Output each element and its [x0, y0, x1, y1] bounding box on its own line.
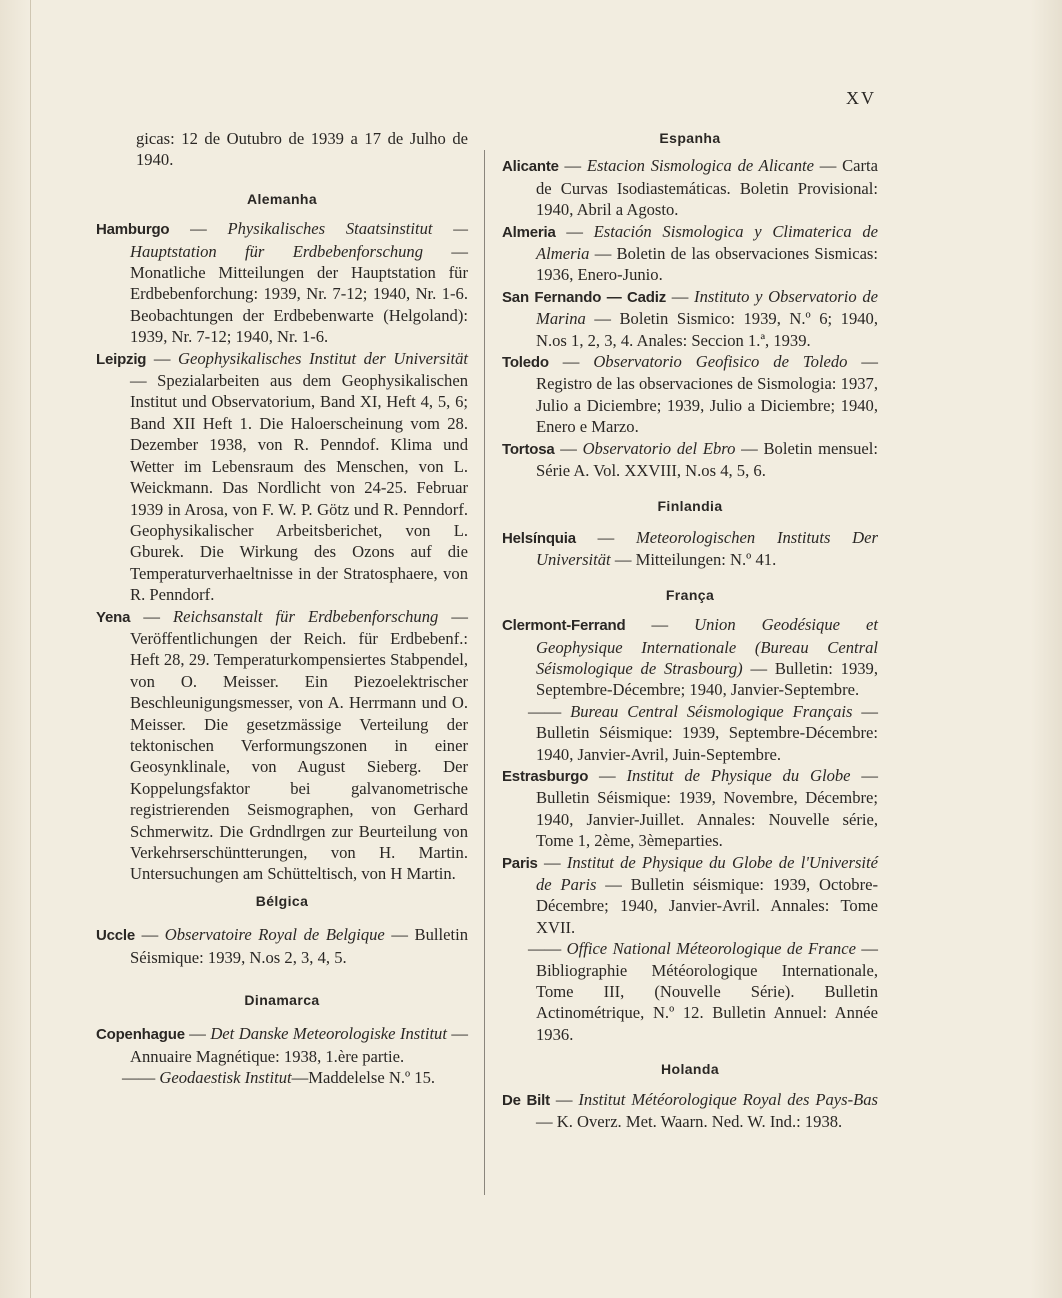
heading-espanha: Espanha	[659, 130, 721, 146]
entry-lead: Paris	[502, 854, 538, 872]
entry-san-fernando	[502, 286, 878, 351]
entry-text: — Bulletin Séismique: 1939, Novembre, Décembre; 1940, Janvier-Juillet. Annales: Nouvelle série, Tome 1, 2ème, 3èmeparties.	[536, 765, 878, 851]
entry-sep: —	[146, 348, 178, 368]
entry-institution: Union Geodésique et Geophysique Internationale (Bureau Central Séismologique de Strasbourg)	[536, 615, 878, 678]
entry-lead: Leipzig	[96, 350, 147, 368]
entry-helsinquia	[502, 527, 878, 571]
entry-institution: Physikalisches Staatsinstitut — Hauptstation für Erdbebenforschung	[130, 219, 468, 261]
entry-tortosa	[502, 438, 878, 482]
entry-institution: Institut Météorologique Royal des Pays-Bas	[578, 1089, 879, 1109]
entry-lead: Toledo	[502, 354, 549, 372]
entry-institution: Observatoire Royal de Belgique	[164, 925, 385, 945]
heading-franca: França	[665, 586, 715, 603]
entry-text: — Boletin mensuel: Série A. Vol. XXVIII, N.os 4, 5, 6.	[536, 438, 878, 481]
heading-alemanha: Alemanha	[246, 190, 318, 207]
entry-text: — Annuaire Magnétique: 1938, 1.ère partie.	[130, 1024, 468, 1066]
left-column	[96, 128, 468, 1089]
entry-institution: Estacion Sismologica de Alicante	[586, 156, 814, 176]
entry-dash: ——	[122, 1068, 160, 1088]
heading-holanda: Holanda	[660, 1061, 720, 1078]
entry-yena	[96, 606, 468, 885]
entry-institution: Observatorio del Ebro	[582, 438, 736, 458]
entry-lead: Alicante	[502, 158, 559, 176]
entry-lead: Almeria	[502, 223, 556, 241]
entry-dash: ——	[528, 939, 567, 959]
entry-leipzig	[96, 348, 468, 606]
entry-text: — Bulletin Séismique: 1939, Septembre-Décembre: 1940, Janvier-Avril, Juin-Septembre.	[536, 701, 878, 764]
entry-sep: —	[169, 219, 228, 239]
entry-institution: Meteorologischen Instituts Der Universität	[536, 527, 878, 570]
entry-lead: Estrasburgo	[502, 767, 589, 785]
entry-text: — Monatliche Mitteilungen der Hauptstation für Erdbebenforchung: 1939, Nr. 7-12; 1940, Nr. 1-6. Beobachtungen der Erdbebenwarte (Helgoland): 1939, Nr. 7-12; 1940, Nr. 1-6.	[130, 241, 468, 347]
entry-uccle	[96, 924, 468, 968]
intro-text: gicas: 12 de Outubro de 1939 a 17 de Julho de 1940.	[136, 129, 468, 170]
entry-text: — Carta de Curvas Isodiastemáticas. Boletin Provisional: 1940, Abril a Agosto.	[536, 156, 879, 220]
right-column	[502, 128, 878, 1132]
entry-lead: Copenhague	[96, 1026, 185, 1044]
entry-lead: Clermont-Ferrand	[502, 617, 626, 635]
entry-text: — Bulletin séismique: 1939, Octobre-Décembre; 1940, Janvier-Avril. Annales: Tome XVII.	[536, 875, 878, 937]
entry-sep: —	[184, 1024, 211, 1044]
entry-sep: —	[554, 438, 583, 458]
entry-geodaestisk	[96, 1067, 468, 1088]
entry-institution: Geodaestisk Institut	[159, 1068, 292, 1088]
entry-dash: ——	[528, 701, 571, 721]
entry-copenhague	[96, 1023, 468, 1067]
entry-almeria	[502, 221, 878, 286]
entry-text: — K. Overz. Met. Waarn. Ned. W. Ind.: 1938.	[536, 1112, 843, 1132]
entry-text: — Boletin de las observaciones Sismicas: 1936, Enero-Junio.	[536, 244, 878, 285]
entry-de-bilt	[502, 1089, 878, 1133]
entry-text: — Veröffentlichungen der Reich. für Erdbebenf.: Heft 28, 29. Temperaturkompensiertes Stabpendel, von O. Meisser. Ein Piezoelektrischer Beschleunigungsmesser, von A. Herrmann und O. Meisser. Die gesetzmässige Verteilung der tektonischen Verformungszonen in einer Geosynklinale, von August Sieberg. Der Koppelungsfaktor bei galvanometrische registrierenden Seismographen, von Gerhard Schmerwitz. Die Grdndlrgen zur Beurteilung von Verkehrserschüntterungen, von H. Martin. Untersuchungen am Schütteltisch, von H Martin.	[130, 606, 469, 884]
entry-institution: Estación Sismologica y Climaterica de Almeria	[536, 221, 878, 264]
entry-institution: Observatorio Geofisico de Toledo	[593, 352, 848, 372]
entry-clermont-ferrand	[502, 614, 878, 701]
heading-dinamarca: Dinamarca	[244, 992, 320, 1009]
entry-text: — Mitteilungen: N.º 41.	[610, 550, 777, 570]
entry-text: — Bibliographie Météorologique Internationale, Tome III, (Nouvelle Série). Bulletin Actinométrique, N.º 12. Bulletin Annuel: Année 1936.	[536, 939, 878, 1044]
entry-institution: Det Danske Meteorologiske Institut	[210, 1024, 447, 1044]
entry-sep: —	[575, 527, 636, 547]
entry-text: —Maddelelse N.º 15.	[291, 1068, 436, 1088]
entry-sep: —	[625, 615, 695, 635]
entry-institution: Institut de Physique du Globe de l'Université de Paris	[536, 852, 878, 894]
entry-sep: —	[130, 606, 174, 626]
heading-finlandia: Finlandia	[657, 497, 723, 514]
entry-text: — Bulletin Séismique: 1939, N.os 2, 3, 4, 5.	[130, 925, 469, 967]
column-divider	[484, 150, 485, 1195]
entry-sep: —	[558, 156, 587, 176]
entry-sep: —	[537, 852, 567, 872]
entry-institution: Reichsanstalt für Erdbebenforschung	[173, 606, 439, 626]
entry-institution: Bureau Central Séismologique Français	[570, 701, 853, 721]
entry-alicante	[502, 155, 878, 220]
entry-lead: Yena	[96, 608, 131, 626]
entry-text: — Bulletin: 1939, Septembre-Décembre; 1940, Janvier-Septembre.	[536, 658, 878, 700]
entry-lead: Helsínquia	[502, 529, 576, 547]
entry-lead: San Fernando — Cadiz	[502, 288, 667, 306]
entry-sep: —	[135, 925, 165, 945]
entry-institution: Institut de Physique du Globe	[626, 765, 851, 785]
entry-lead: Uccle	[96, 927, 136, 945]
entry-text: — Spezialarbeiten aus dem Geophysikalischen Institut und Observatorium, Band XI, Heft 4, 5, 6; Band XII Heft 1. Die Haloerscheinung vom 28. Dezember 1938, von R. Penndof. Klima und Wetter im Lebensraum des Menschen, von L. Weickmann. Das Nordlicht von 24-25. Februar 1939 in Arosa, von F. W. P. Götz und R. Penndorf. Geophysikalischer Arbeitsberichet, von L. Gburek. Die Wirkung des Ozons auf die Temperaturverhaeltnisse in der Stratosphaere, von R. Penndorf.	[130, 371, 468, 605]
entry-sep: —	[588, 765, 627, 785]
entry-institution: Office National Méteorologique de France	[566, 939, 856, 959]
page-number: XV	[846, 88, 876, 108]
entry-institution: Geophysikalisches Institut der Universität	[178, 348, 469, 368]
entry-lead: De Bilt	[502, 1091, 550, 1109]
entry-text: — Registro de las observaciones de Sismologia: 1937, Julio a Diciembre; 1939, Julio a Diciembre; 1940, Enero e Marzo.	[536, 352, 878, 437]
entry-lead: Tortosa	[502, 440, 555, 458]
entry-sep: —	[555, 221, 594, 241]
entry-paris	[502, 852, 878, 939]
entry-sep: —	[548, 352, 594, 372]
page-gutter-line	[30, 0, 31, 1298]
entry-text: — Boletin Sismico: 1939, N.º 6; 1940, N.os 1, 2, 3, 4. Anales: Seccion 1.ª, 1939.	[536, 309, 878, 350]
entry-institution: Instituto y Observatorio de Marina	[536, 286, 878, 329]
entry-sep: —	[666, 286, 695, 306]
entry-bureau-central	[502, 701, 878, 765]
entry-estrasburgo	[502, 765, 878, 852]
entry-toledo	[502, 351, 878, 438]
entry-office-national	[502, 938, 878, 1045]
entry-lead: Hamburgo	[96, 221, 170, 239]
heading-belgica: Bélgica	[255, 892, 309, 909]
entry-sep: —	[549, 1089, 579, 1109]
entry-hamburgo	[96, 218, 468, 347]
